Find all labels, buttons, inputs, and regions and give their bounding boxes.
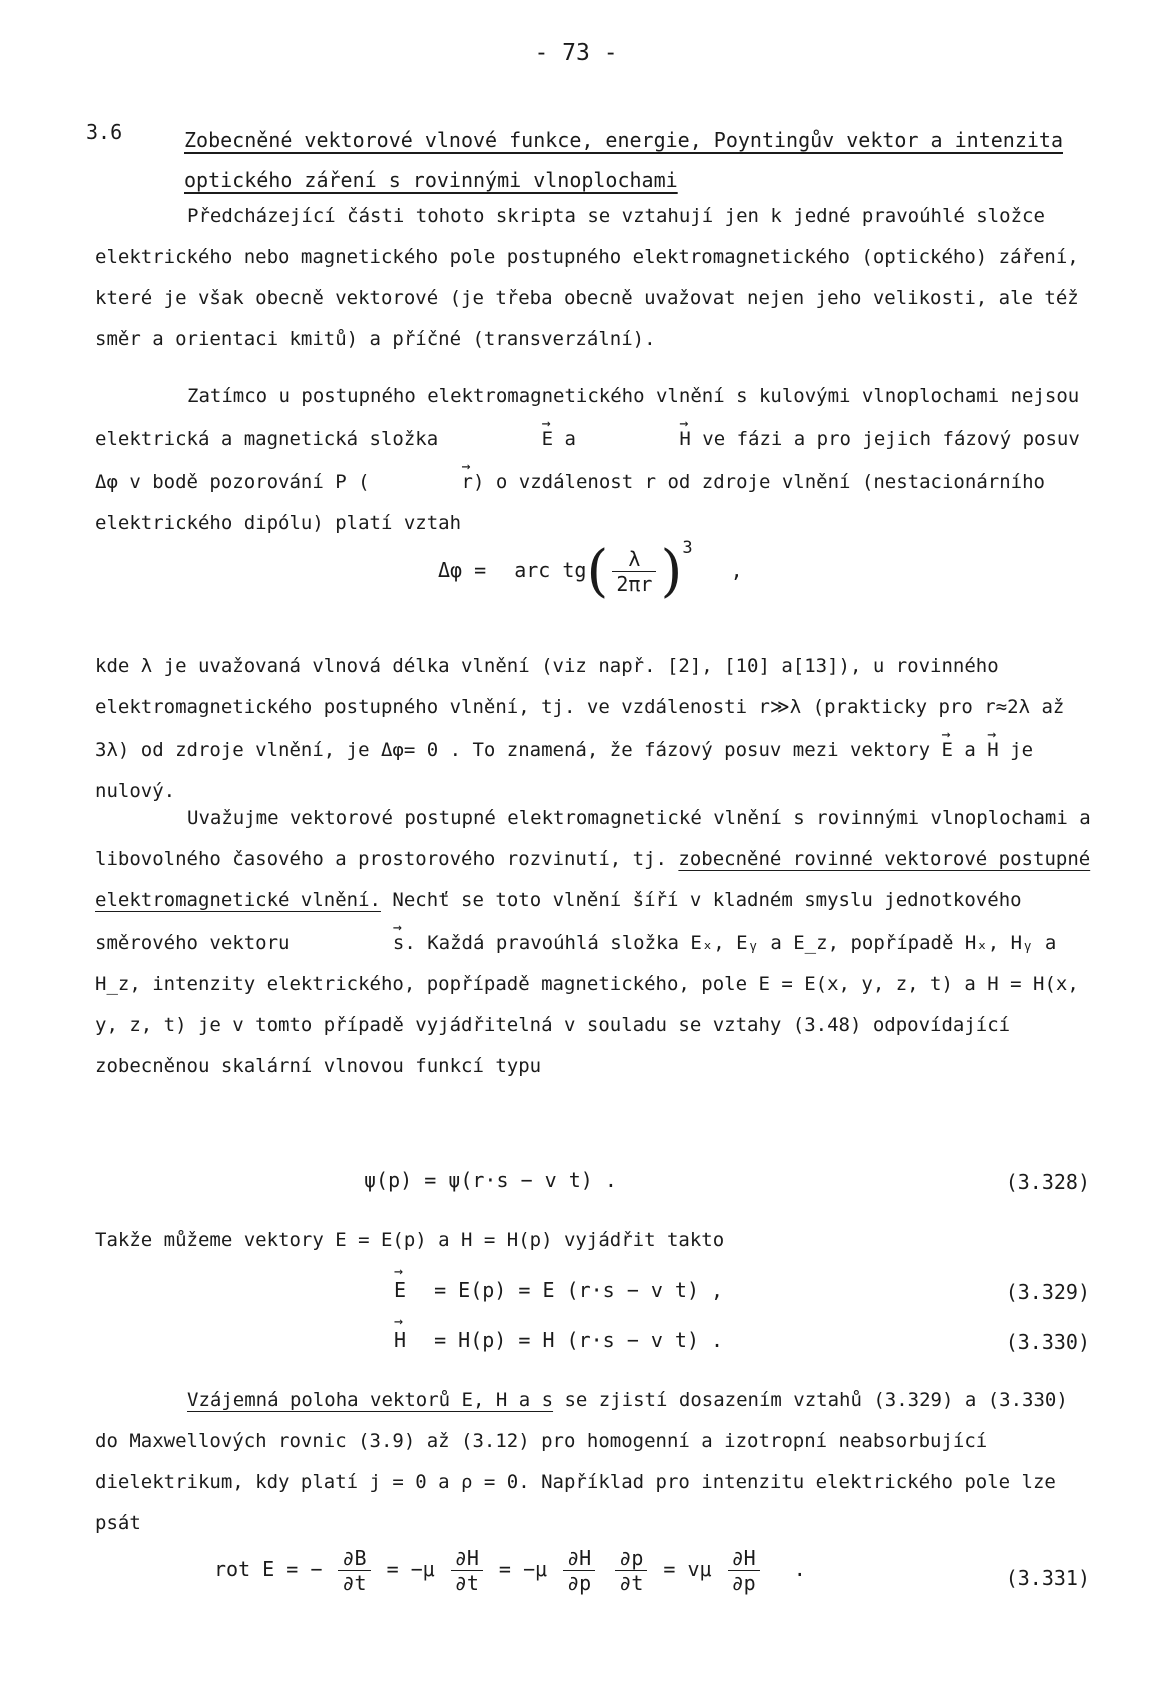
equation-number-3-330: (3.330) (1005, 1330, 1090, 1354)
paragraph-1: Předcházející části tohoto skripta se vztahují jen k jedné pravoúhlé složce elektrického nebo magnetického pole postupného elektromagnetického (optického) záření, které je však obecně vektorové (je třeba obecně uvažovat nejen jeho velikosti, ale též směr a orientaci kmitů) a příčné (transverzální). (95, 205, 1079, 350)
vector-E: → E (941, 728, 952, 771)
page-number: - 73 - (534, 40, 618, 66)
equation-3-330: → H = H(p) = H (r·s − v t) . (394, 1326, 723, 1352)
equation-3-328: ψ(p) = ψ(r·s − v t) . (364, 1168, 617, 1192)
emphasis-heading: Vzájemná poloha vektorů E, H a s (187, 1389, 554, 1411)
section-number: 3.6 (86, 120, 123, 144)
paragraph-3: kde λ je uvažovaná vlnová délka vlnění (viz např. [2], [10] a[13]), u rovinného elektromagnetického postupného vlnění, tj. ve vzdálenosti r≫λ (prakticky pro r≈2λ až 3λ) od zdroje vlnění, je Δφ= 0 . To znamená, že fázový posuv mezi vektory → E a → H je nulový. (95, 646, 1095, 812)
equation-3-329: → E = E(p) = E (r·s − v t) , (394, 1276, 723, 1302)
vector-s: → s (301, 921, 404, 964)
paragraph-5: Takže můžeme vektory E = E(p) a H = H(p) vyjádřit takto (95, 1229, 725, 1251)
emphasis-definition: zobecněné rovinné vektorové postupné elektromagnetické vlnění. (95, 848, 1091, 911)
paragraph-2: Zatímco u postupného elektromagnetického vlnění s kulovými vlnoplochami nejsou elektrická a magnetická složka → E a → H ve fázi a pro jejich fázový posuv Δφ v bodě pozorování P (→ r) o vzdálenost r od zdroje vlnění (nestacionárního elektrického dipólu) platí vztah (95, 376, 1095, 544)
equation-phase-shift: Δφ = arc tg( $\frac{\lambda}{2\pi r}$ )$^3$ , (438, 538, 743, 604)
equation-number-3-329: (3.329) (1005, 1280, 1090, 1304)
equation-3-331: rot E = − $\frac{\partial B}{\partial t}$ = −μ $\frac{\partial H}{\partial t}$ = −μ $\frac{\partial H}{\partial p}$ $\frac{\partial p}{\partial t}$ = vμ $\frac{\partial H}{\partial p}$ . (214, 1546, 806, 1595)
paragraph-6: Vzájemná poloha vektorů E, H a s se zjistí dosazením vztahů (3.329) a (3.330) do Maxwellových rovnic (3.9) až (3.12) pro homogenní a izotropní neabsorbující dielektrikum, kdy platí j = 0 a ρ = 0. Například pro intenzitu elektrického pole lze psát (95, 1389, 1068, 1534)
paragraph-4: Uvažujme vektorové postupné elektromagnetické vlnění s rovinnými vlnoplochami a libovolného časového a prostorového rozvinutí, tj. zobecněné rovinné vektorové postupné elektromagnetické vlnění. Nechť se toto vlnění šíří v kladném smyslu jednotkového směrového vektoru → s. Každá pravoúhlá složka Eₓ, Eᵧ a E_z, popřípadě Hₓ, Hᵧ a H_z, intenzity elektrického, popřípadě magnetického, pole E = E(x, y, z, t) a H = H(x, y, z, t) je v tomto případě vyjádřitelná v souladu se vztahy (3.48) odpovídající zobecněnou skalární vlnovou funkcí typu (95, 798, 1095, 1087)
equation-number-3-331: (3.331) (1005, 1566, 1090, 1590)
equation-number-3-328: (3.328) (1005, 1170, 1090, 1194)
field-vectors: E = E(x, y, z, t) a H = H(x, y, z, t) (95, 973, 1079, 1036)
vector-r: → r (370, 460, 473, 503)
vector-E: → E (450, 417, 553, 460)
vector-H: → H (987, 728, 998, 771)
vector-H: → H (587, 417, 690, 460)
section-title: Zobecněné vektorové vlnové funkce, energie, Poyntingův vektor a intenzita optického záření s rovinnými vlnoplochami (184, 128, 1063, 192)
